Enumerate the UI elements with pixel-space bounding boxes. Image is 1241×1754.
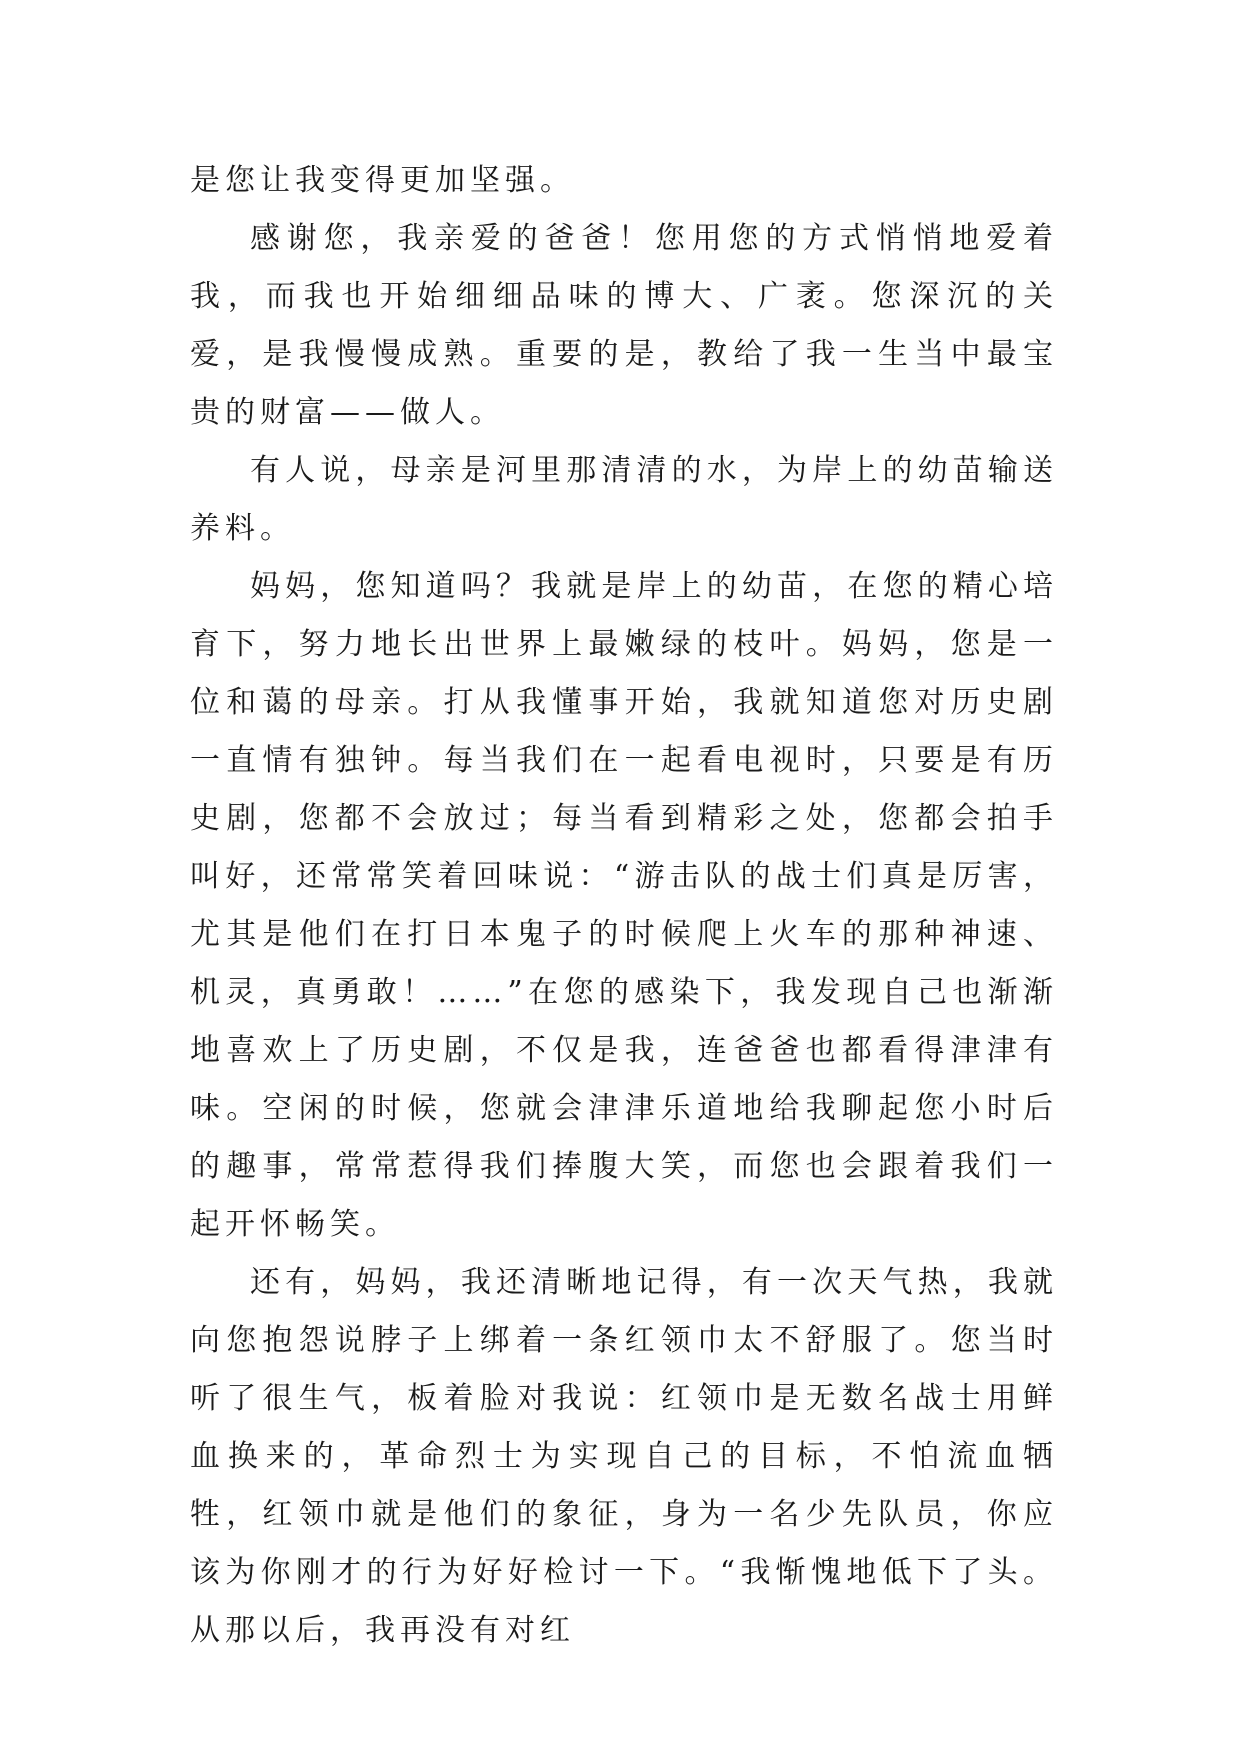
paragraph-5: 还有，妈妈，我还清晰地记得，有一次天气热，我就向您抱怨说脖子上绑着一条红领巾太不舒服了。您当时听了很生气，板着脸对我说：红领巾是无数名战士用鲜血换来的，革命烈士为实现自己的目标，不怕流血牺牲，红领巾就是他们的象征，身为一名少先队员，你应该为你刚才的行为好好检讨一下。“我惭愧地低下了头。从那以后，我再没有对红	[190, 1265, 1058, 1648]
paragraph-1: 是您让我变得更加坚强。	[190, 163, 575, 198]
paragraph-2: 感谢您，我亲爱的爸爸！您用您的方式悄悄地爱着我，而我也开始细细品味的博大、广袤。您深沉的关爱，是我慢慢成熟。重要的是，教给了我一生当中最宝贵的财富——做人。	[190, 221, 1058, 430]
paragraph-4: 妈妈，您知道吗？我就是岸上的幼苗，在您的精心培育下，努力地长出世界上最嫩绿的枝叶。妈妈，您是一位和蔼的母亲。打从我懂事开始，我就知道您对历史剧一直情有独钟。每当我们在一起看电视时，只要是有历史剧，您都不会放过；每当看到精彩之处，您都会拍手叫好，还常常笑着回味说：“游击队的战士们真是厉害，尤其是他们在打日本鬼子的时候爬上火车的那种神速、机灵，真勇敢！……”在您的感染下，我发现自己也渐渐地喜欢上了历史剧，不仅是我，连爸爸也都看得津津有味。空闲的时候，您就会津津乐道地给我聊起您小时后的趣事，常常惹得我们捧腹大笑，而您也会跟着我们一起开怀畅笑。	[190, 569, 1058, 1242]
document-body	[190, 152, 1058, 1660]
paragraph-3: 有人说，母亲是河里那清清的水，为岸上的幼苗输送养料。	[190, 453, 1058, 546]
